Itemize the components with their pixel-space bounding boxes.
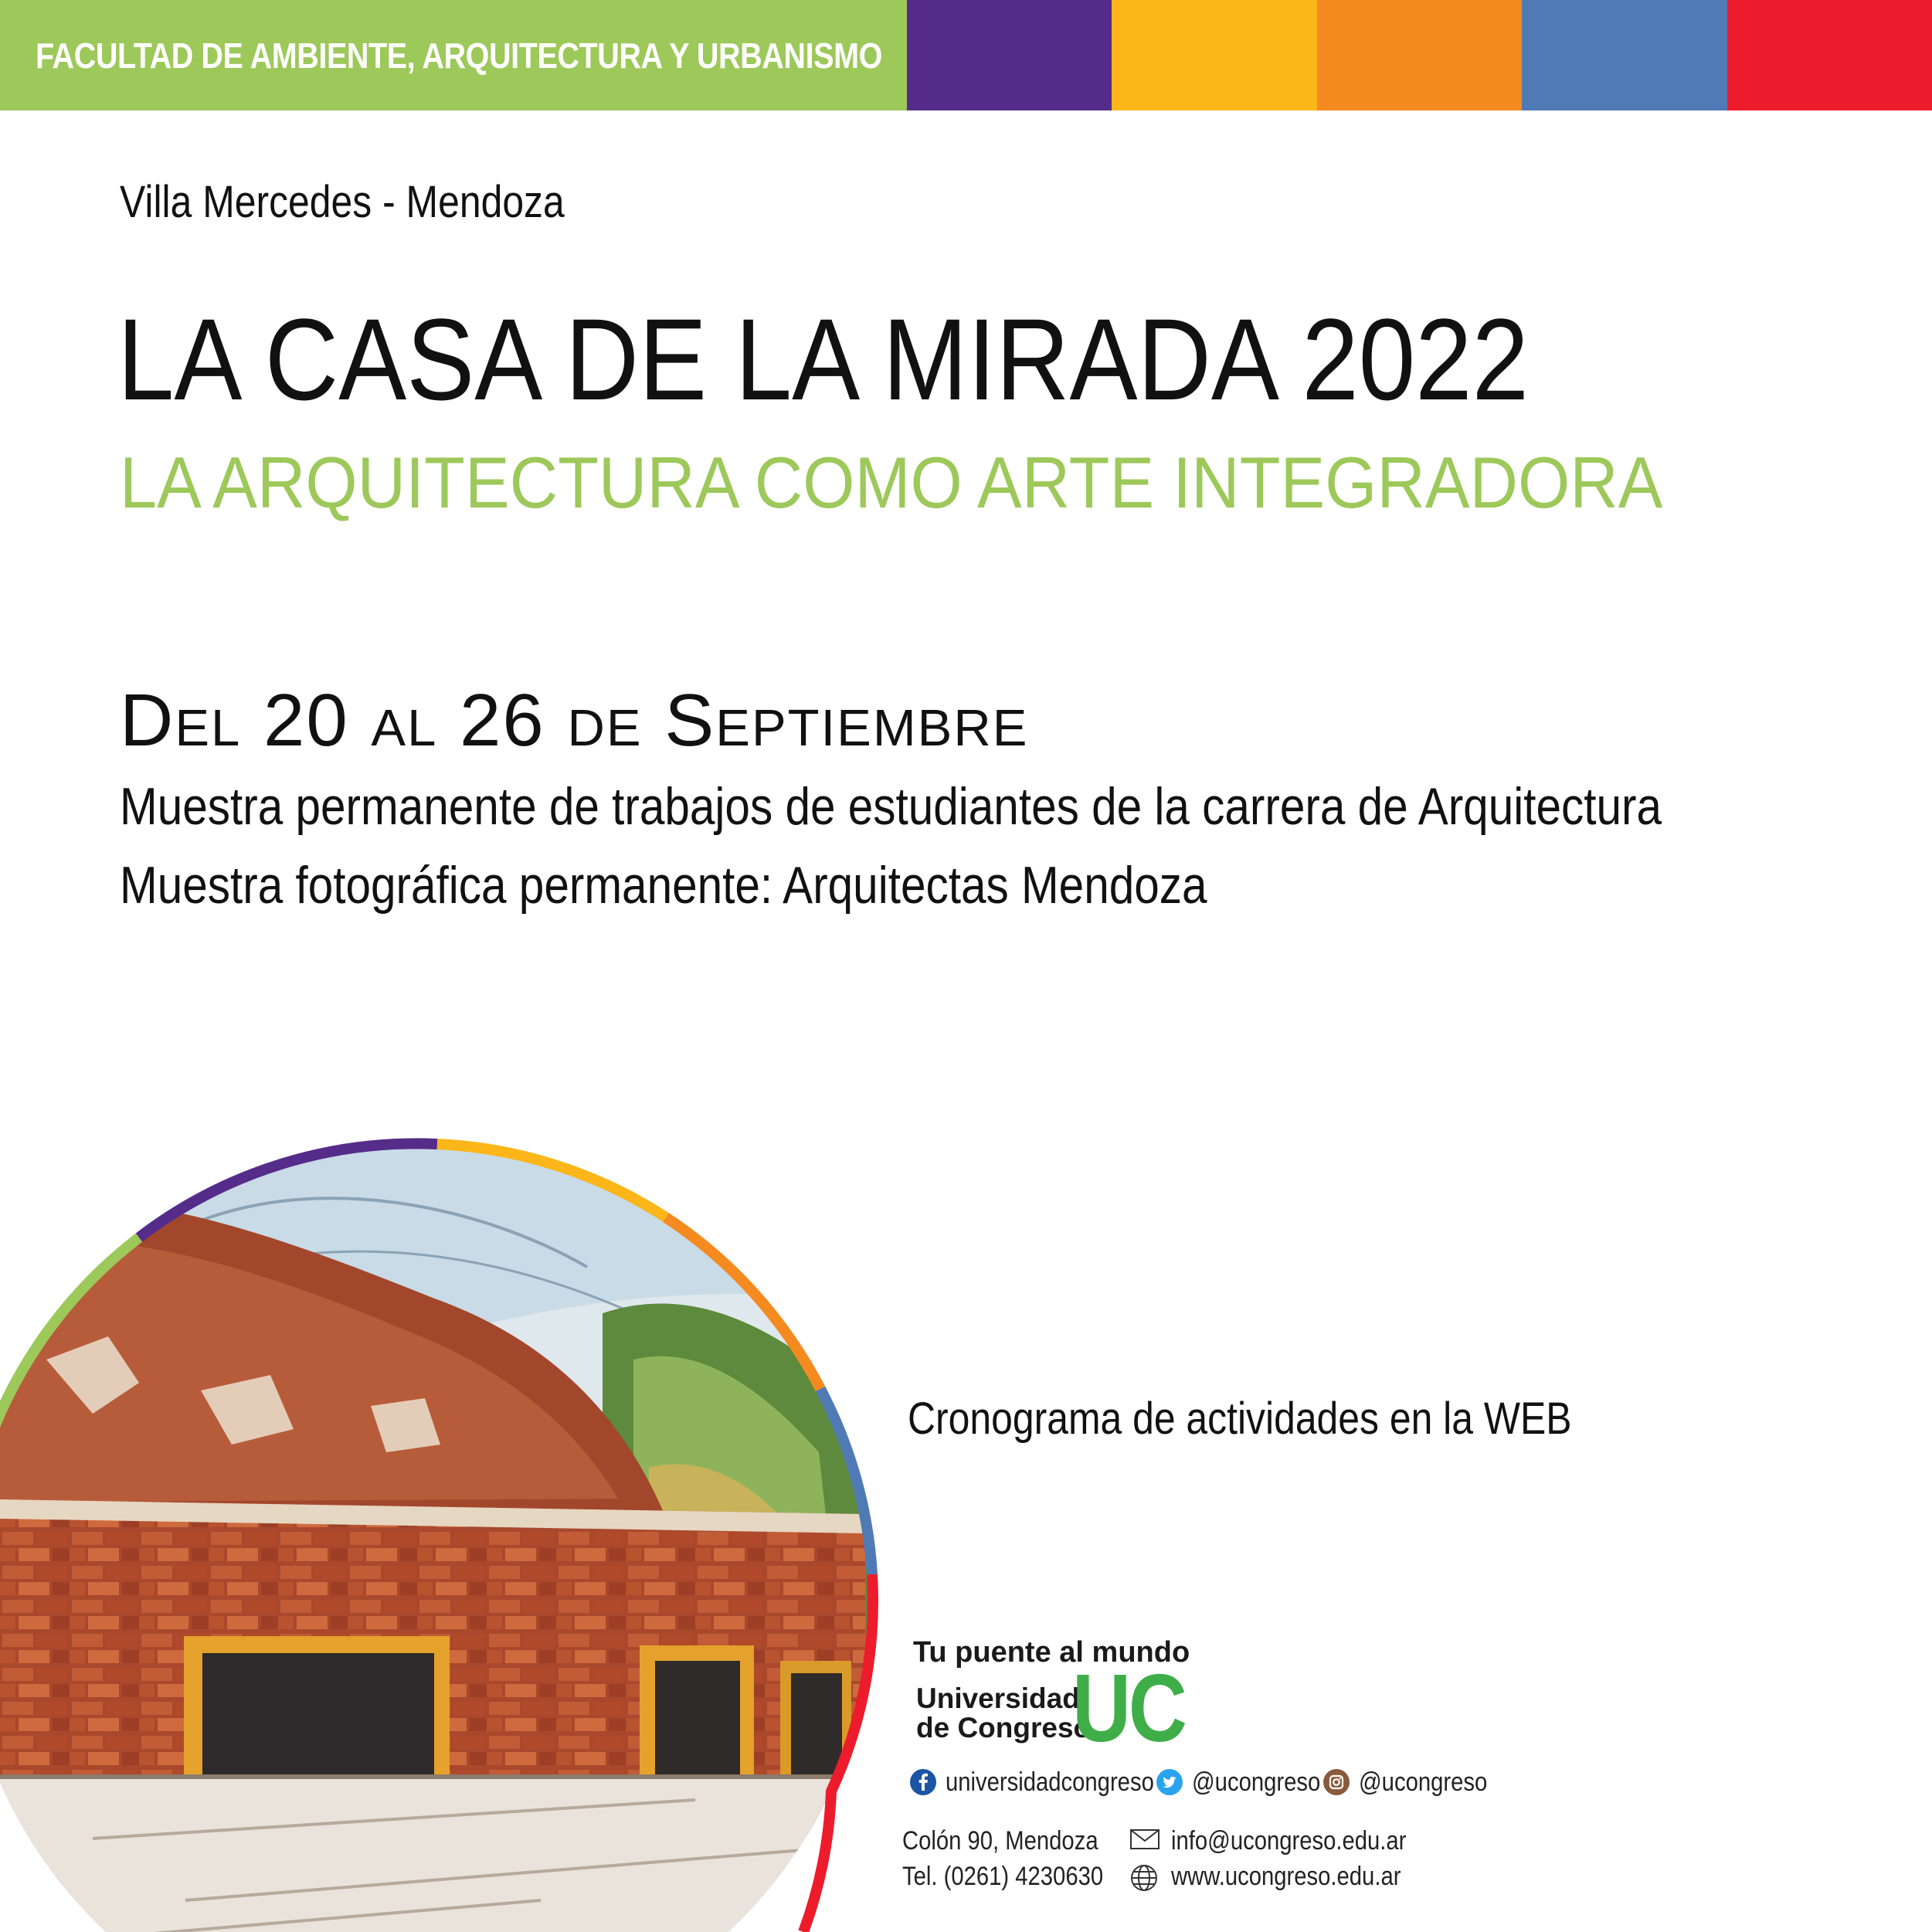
event-subtitle: LA ARQUITECTURA COMO ARTE INTEGRADORA xyxy=(120,442,1663,523)
banner-color-red xyxy=(1727,0,1932,110)
facebook-link[interactable] xyxy=(910,1765,1188,1799)
phone-number: Tel. (0261) 4230630 xyxy=(902,1862,1104,1891)
instagram-link[interactable] xyxy=(1323,1765,1508,1799)
banner-color-yellow xyxy=(1112,0,1316,110)
website-link[interactable]: www.ucongreso.edu.ar xyxy=(1171,1862,1401,1891)
event-title: LA CASA DE LA MIRADA 2022 xyxy=(117,294,1529,424)
uc-logo-mark: UC xyxy=(1072,1655,1185,1762)
twitter-link[interactable] xyxy=(1156,1765,1341,1799)
top-banner xyxy=(0,0,1932,110)
exhibit-students: Muestra permanente de trabajos de estudiantes de la carrera de Arquitectura xyxy=(120,777,1662,836)
faculty-name: FACULTAD DE AMBIENTE, ARQUITECTURA Y URBANISMO xyxy=(36,35,882,76)
banner-faculty xyxy=(0,0,907,110)
banner-color-orange xyxy=(1317,0,1522,110)
event-dates: Del 20 al 26 de Septiembre xyxy=(120,679,1029,762)
banner-color-purple xyxy=(907,0,1112,110)
instagram-handle: @ucongreso xyxy=(1359,1767,1488,1797)
facebook-handle: universidadcongreso xyxy=(946,1767,1154,1797)
building-illustration xyxy=(0,1112,896,1932)
twitter-handle: @ucongreso xyxy=(1192,1767,1321,1797)
logo-name-line1: Universidad xyxy=(916,1682,1080,1714)
facebook-icon xyxy=(910,1769,936,1795)
schedule-note: Cronograma de actividades en la WEB xyxy=(908,1394,1572,1444)
globe-icon xyxy=(1129,1863,1159,1893)
email-link[interactable]: info@ucongreso.edu.ar xyxy=(1171,1826,1407,1856)
address: Colón 90, Mendoza xyxy=(902,1826,1098,1856)
instagram-icon xyxy=(1323,1769,1350,1795)
envelope-icon xyxy=(1129,1828,1160,1851)
banner-color-blue xyxy=(1522,0,1727,110)
event-location: Villa Mercedes - Mendoza xyxy=(120,177,565,227)
logo-name-line2: de Congreso xyxy=(916,1712,1092,1744)
logo-tagline: Tu puente al mundo xyxy=(913,1636,1190,1669)
twitter-icon xyxy=(1156,1769,1183,1795)
exhibit-photography: Muestra fotográfica permanente: Arquitectas Mendoza xyxy=(120,856,1207,915)
